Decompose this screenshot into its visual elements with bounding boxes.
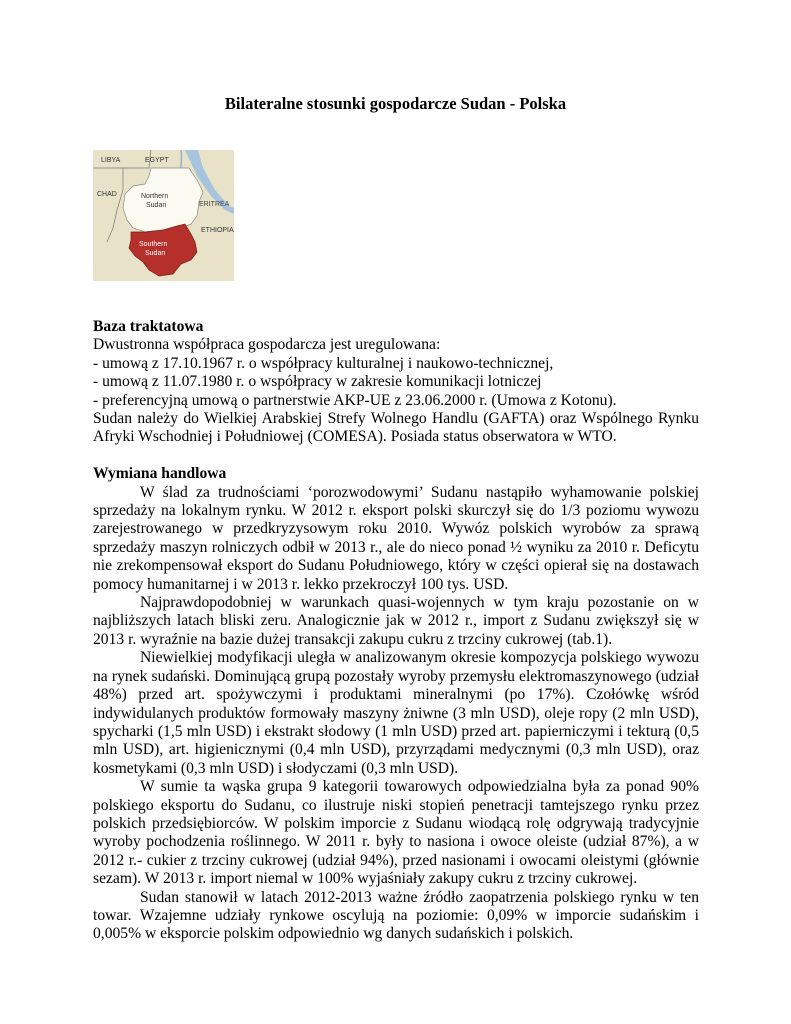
trade-paragraph-5: Sudan stanowił w latach 2012-2013 ważne źródło zaopatrzenia polskiego rynku w ten towar. Wzajemne udziały rynkowe oscylują na poziomie: 0,09% w imporcie sudańskim i 0,005% w eksporcie polskim odpowiednio wg danych sudańskich i polskich. bbox=[93, 888, 699, 943]
document-title: Bilateralne stosunki gospodarcze Sudan - Polska bbox=[224, 94, 567, 113]
label-southern: Southern bbox=[139, 241, 168, 248]
section-spacer bbox=[93, 447, 699, 465]
trade-paragraph-4: W sumie ta wąska grupa 9 kategorii towarowych odpowiedzialna była za ponad 90% polskiego eksportu do Sudanu, co ilustruje niski stopień penetracji tamtejszego rynku przez polskich przedsiębiorców. W polskim imporcie z Sudanu wiodącą rolę odgrywają tradycyjnie wyroby pochodzenia roślinnego. W 2011 r. były to nasiona i owoce oleiste (udział 87%), a w 2012 r.- cukier z trzciny cukrowej (udział 94%), przed nasionami i owocami oleistymi (głównie sezam). W 2013 r. import niemal w 100% wyjaśniały zakupy cukru z trzciny cukrowej. bbox=[93, 778, 699, 888]
treaty-item-2000: - preferencyjną umową o partnerstwie AKP-UE z 23.06.2000 r. (Umowa z Kotonu). bbox=[93, 391, 617, 409]
label-chad: CHAD bbox=[97, 191, 117, 198]
label-northern: Northern bbox=[141, 193, 169, 200]
treaty-item-1967: - umową z 17.10.1967 r. o współpracy kulturalnej i naukowo-technicznej, bbox=[93, 354, 554, 372]
label-northern-sudan: Sudan bbox=[146, 202, 167, 209]
treaty-item-1980: - umową z 11.07.1980 r. o współpracy w zakresie komunikacji lotniczej bbox=[93, 373, 542, 391]
sudan-map-image bbox=[93, 150, 234, 281]
label-libya: LIBYA bbox=[101, 157, 121, 164]
label-eritrea: ERITREA bbox=[199, 201, 230, 208]
label-ethiopia: ETHIOPIA bbox=[201, 227, 234, 234]
heading-wymiana-handlowa: Wymiana handlowa bbox=[93, 465, 227, 483]
treaty-intro-line: Dwustronna współpraca gospodarcza jest uregulowana: bbox=[93, 336, 441, 354]
trade-paragraph-1: W ślad za trudnościami ‘porozwodowymi’ Sudanu nastąpiło wyhamowanie polskiej sprzedaży na lokalnym rynku. W 2012 r. eksport polski skurczył się do 1/3 poziomu wywozu zarejestrowanego w przedkryzysowym roku 2010. Wywóz polskich wyrobów za sprawą sprzedaży maszyn rolniczych odbił w 2013 r., ale do nieco ponad ½ wyniku za 2010 r. Deficytu nie zrekompensował eksport do Sudanu Południowego, który w części opierał się na dostawach pomocy humanitarnej i w 2013 r. lekko przekroczył 100 tys. USD. bbox=[93, 483, 699, 593]
trade-paragraph-3: Niewielkiej modyfikacji uległa w analizowanym okresie kompozycja polskiego wywozu na rynek sudański. Dominującą grupą pozostały wyroby przemysłu elektromaszynowego (udział 48%) przed art. spożywczymi i produktami mineralnymi (po 17%). Czołówkę wśród indywidulanych produktów formowały maszyny żniwne (3 mln USD), oleje ropy (2 mln USD), spycharki (1,5 mln USD) i ekstrakt słodowy (1 mln USD) przed art. papierniczymi i tekturą (0,5 mln USD), art. higienicznymi (0,4 mln USD), przyrządami medycznymi (0,3 mln USD), oraz kosmetykami (0,3 mln USD) i słodyczami (0,3 mln USD). bbox=[93, 649, 699, 777]
trade-paragraph-2: Najprawdopodobniej w warunkach quasi-wojennych w tym kraju pozostanie on w najbliższych latach bliski zeru. Analogicznie jak w 2012 r., import z Sudanu zwiększył się w 2013 r. wyraźnie na bazie dużej transakcji zakupu cukru z trzciny cukrowej (tab.1). bbox=[93, 594, 699, 648]
label-southern-sudan: Sudan bbox=[145, 250, 166, 257]
document-body bbox=[93, 318, 699, 944]
heading-baza-traktatowa: Baza traktatowa bbox=[93, 318, 204, 335]
label-egypt: EGYPT bbox=[145, 157, 169, 164]
treaty-paragraph: Sudan należy do Wielkiej Arabskiej Strefy Wolnego Handlu (GAFTA) oraz Wspólnego Rynku Afryki Wschodniej i Południowej (COMESA). Posiada status obserwatora w WTO. bbox=[93, 410, 699, 446]
